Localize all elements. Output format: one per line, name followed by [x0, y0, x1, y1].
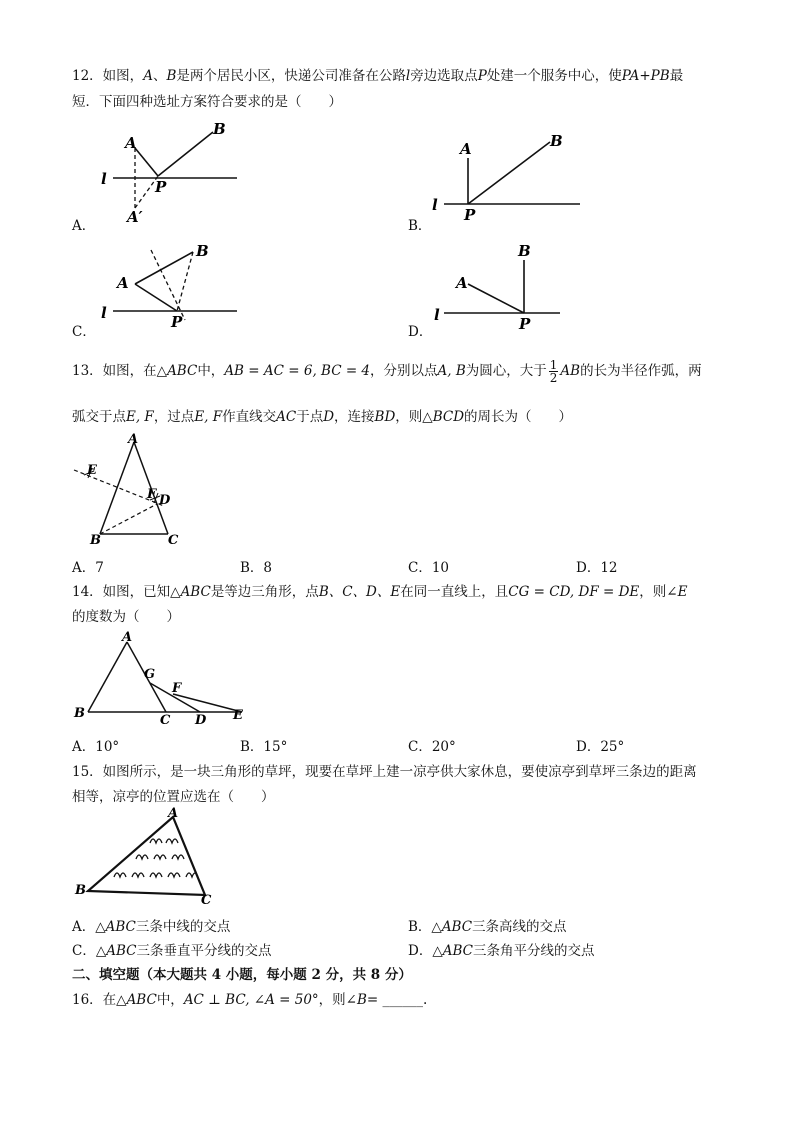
- q14-line2: 的度数为（ ）: [72, 609, 180, 625]
- q16-line: 16．在△ABC中，AC ⊥ BC, ∠A = 50°，则∠B= ______.: [72, 992, 428, 1008]
- q15-option-d: D．△ABC三条角平分线的交点: [408, 943, 595, 959]
- q15-line2: 相等，凉亭的位置应选在（ ）: [72, 789, 275, 805]
- label-E: E: [233, 708, 243, 723]
- q13-option-a: A．7: [72, 560, 104, 576]
- label-P: P: [171, 313, 183, 331]
- label-B: B: [518, 242, 531, 260]
- label-A: A: [128, 432, 139, 447]
- q12-option-a: A．: [72, 218, 96, 234]
- label-P: P: [155, 178, 167, 196]
- q12-option-b: B．: [408, 218, 432, 234]
- label-G: G: [144, 667, 156, 682]
- q12-line1: 12．如图，A、B是两个居民小区，快递公司准备在公路l旁边选取点P处建一个服务中心，使PA+PB最: [72, 68, 684, 84]
- section-2-title: 二、填空题（本大题共 4 小题，每小题 2 分，共 8 分）: [72, 967, 412, 983]
- label-D: D: [195, 713, 207, 728]
- q13-figure: [70, 430, 200, 548]
- label-E: E: [87, 463, 97, 478]
- label-A: A: [117, 274, 129, 292]
- label-B: B: [196, 242, 209, 260]
- label-A-prime: A′: [127, 208, 143, 226]
- q14-option-b: B．15°: [240, 739, 288, 755]
- q13-option-d: D．12: [576, 560, 618, 576]
- label-l: l: [432, 196, 438, 214]
- q12-figure-a: [95, 118, 245, 226]
- q12-figure-b: [428, 128, 588, 226]
- q12-line2: 短．下面四种选址方案符合要求的是（ ）: [72, 94, 342, 110]
- label-B: B: [213, 120, 226, 138]
- label-D: D: [159, 493, 171, 508]
- label-B: B: [550, 132, 563, 150]
- label-C: C: [160, 713, 171, 728]
- label-l: l: [434, 306, 440, 324]
- label-F: F: [147, 487, 157, 502]
- label-A: A: [456, 274, 468, 292]
- q12-option-c: C．: [72, 324, 96, 340]
- label-A: A: [460, 140, 472, 158]
- q14-option-c: C．20°: [408, 739, 456, 755]
- label-A: A: [125, 134, 137, 152]
- q13-option-c: C．10: [408, 560, 450, 576]
- label-C: C: [168, 533, 179, 548]
- q15-option-a: A．△ABC三条中线的交点: [72, 919, 231, 935]
- label-A: A: [122, 630, 133, 645]
- q12-figure-c: [95, 238, 245, 334]
- label-A: A: [168, 806, 179, 821]
- label-B: B: [90, 533, 101, 548]
- q13-option-b: B．8: [240, 560, 273, 576]
- label-P: P: [464, 206, 476, 224]
- label-B: B: [74, 706, 85, 721]
- label-l: l: [101, 304, 107, 322]
- fraction-one-half: $\frac{1}{2}$: [549, 358, 558, 385]
- q13-line1: 13．如图，在△ABC中，AB = AC = 6, BC = 4，分别以点A, B为圆心，大于 $\frac{1}{2}$ AB的长为半径作弧，两: [72, 358, 702, 385]
- label-C: C: [201, 893, 212, 905]
- q14-option-d: D．25°: [576, 739, 625, 755]
- q12-figure-d: [428, 238, 578, 334]
- q15-figure: [70, 805, 220, 905]
- q14-option-a: A．10°: [72, 739, 120, 755]
- label-B: B: [75, 883, 86, 898]
- q15-line1: 15．如图所示，是一块三角形的草坪，现要在草坪上建一凉亭供大家休息，要使凉亭到草坪三条边的距离: [72, 764, 697, 780]
- label-F: F: [172, 681, 182, 696]
- q15-option-b: B．△ABC三条高线的交点: [408, 919, 567, 935]
- label-P: P: [519, 315, 531, 333]
- label-l: l: [101, 170, 107, 188]
- q14-figure: [70, 628, 255, 728]
- q15-option-c: C．△ABC三条垂直平分线的交点: [72, 943, 272, 959]
- q13-line2: 弧交于点E, F，过点E, F作直线交AC于点D，连接BD，则△BCD的周长为（ ）: [72, 409, 573, 425]
- q12-option-d: D．: [408, 324, 433, 340]
- q14-line1: 14．如图，已知△ABC是等边三角形，点B、C、D、E在同一直线上，且CG = CD, DF = DE，则∠E: [72, 584, 688, 600]
